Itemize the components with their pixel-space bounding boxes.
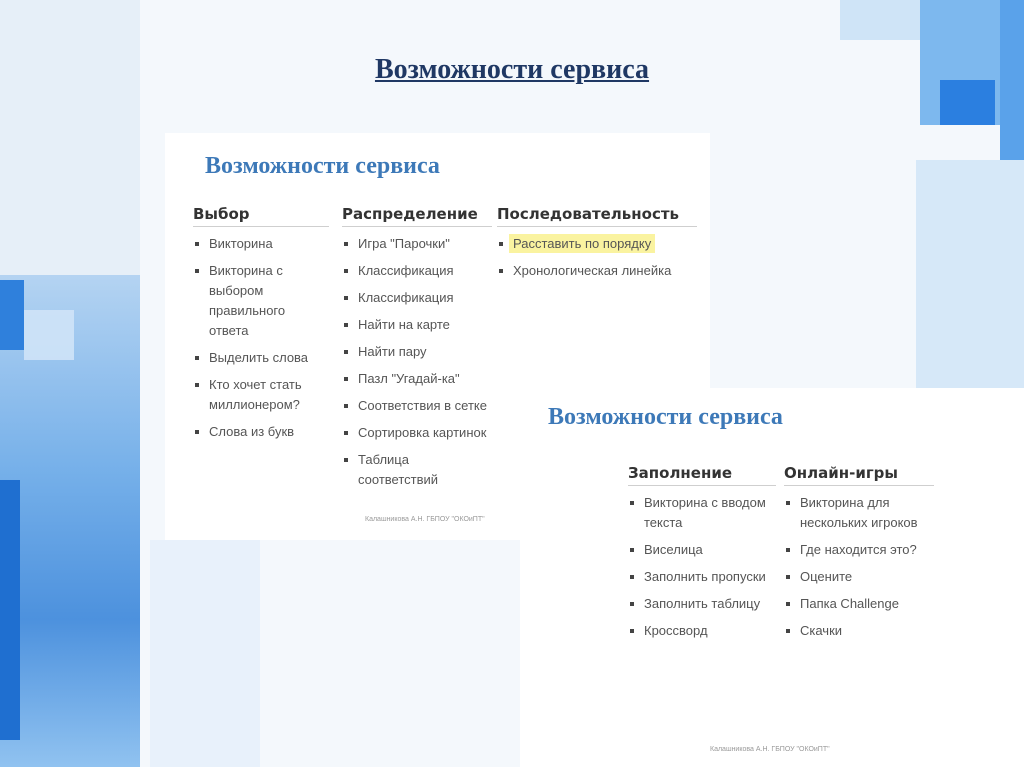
author-credit: Калашникова А.Н. ГБПОУ "ОКОиПТ" xyxy=(710,746,830,753)
list-item: Викторина для нескольких игроков xyxy=(784,493,930,533)
list-item: Заполнить таблицу xyxy=(628,594,776,614)
list-item: Сортировка картинок xyxy=(342,423,492,443)
list-item: Классификация xyxy=(342,288,492,308)
list-item: Виселица xyxy=(628,540,776,560)
category-heading: Распределение xyxy=(342,205,492,227)
category-column-online-games xyxy=(784,464,934,641)
slide-title: Возможности сервиса xyxy=(374,54,650,85)
category-heading: Онлайн-игры xyxy=(784,464,934,486)
author-credit: Калашникова А.Н. ГБПОУ "ОКОиПТ" xyxy=(365,516,485,523)
list-item: Пазл "Угадай-ка" xyxy=(342,369,492,389)
category-heading: Выбор xyxy=(193,205,329,227)
list-item: Найти пару xyxy=(342,342,492,362)
category-column-sequence xyxy=(497,205,697,281)
list-item: Выделить слова xyxy=(193,348,329,368)
list-item: Кто хочет стать миллионером? xyxy=(193,375,309,415)
screenshot-title: Возможности сервиса xyxy=(205,153,440,179)
list-item: Соответствия в сетке xyxy=(342,396,492,416)
screenshot-title: Возможности сервиса xyxy=(548,404,783,430)
list-item: Папка Challenge xyxy=(784,594,934,614)
list-item: Таблица соответствий xyxy=(342,450,448,490)
decor-left-square xyxy=(0,480,20,740)
category-column-distribution xyxy=(342,205,492,490)
category-heading: Последовательность xyxy=(497,205,697,227)
category-column-choice xyxy=(193,205,329,442)
list-item: Найти на карте xyxy=(342,315,492,335)
list-item: Слова из букв xyxy=(193,422,329,442)
list-item: Игра "Парочки" xyxy=(342,234,492,254)
list-item: Викторина xyxy=(193,234,329,254)
decor-left-square xyxy=(0,0,140,275)
list-item: Скачки xyxy=(784,621,934,641)
list-item: Кроссворд xyxy=(628,621,776,641)
list-item: Викторина с вводом текста xyxy=(628,493,772,533)
decor-left-square xyxy=(0,280,24,350)
list-item: Викторина с выбором правильного ответа xyxy=(193,261,319,341)
list-item: Хронологическая линейка xyxy=(497,261,697,281)
category-column-fill xyxy=(628,464,776,641)
list-item-highlighted: Расставить по порядку xyxy=(497,234,697,254)
list-item: Классификация xyxy=(342,261,492,281)
decor-top-right xyxy=(940,80,995,125)
category-heading: Заполнение xyxy=(628,464,776,486)
list-item: Заполнить пропуски xyxy=(628,567,776,587)
decor-right xyxy=(916,160,1024,390)
list-item: Где находится это? xyxy=(784,540,934,560)
list-item: Оцените xyxy=(784,567,934,587)
decor-left-square xyxy=(24,310,74,360)
decor-left-square xyxy=(150,540,260,767)
service-screenshot-2 xyxy=(520,388,1024,767)
